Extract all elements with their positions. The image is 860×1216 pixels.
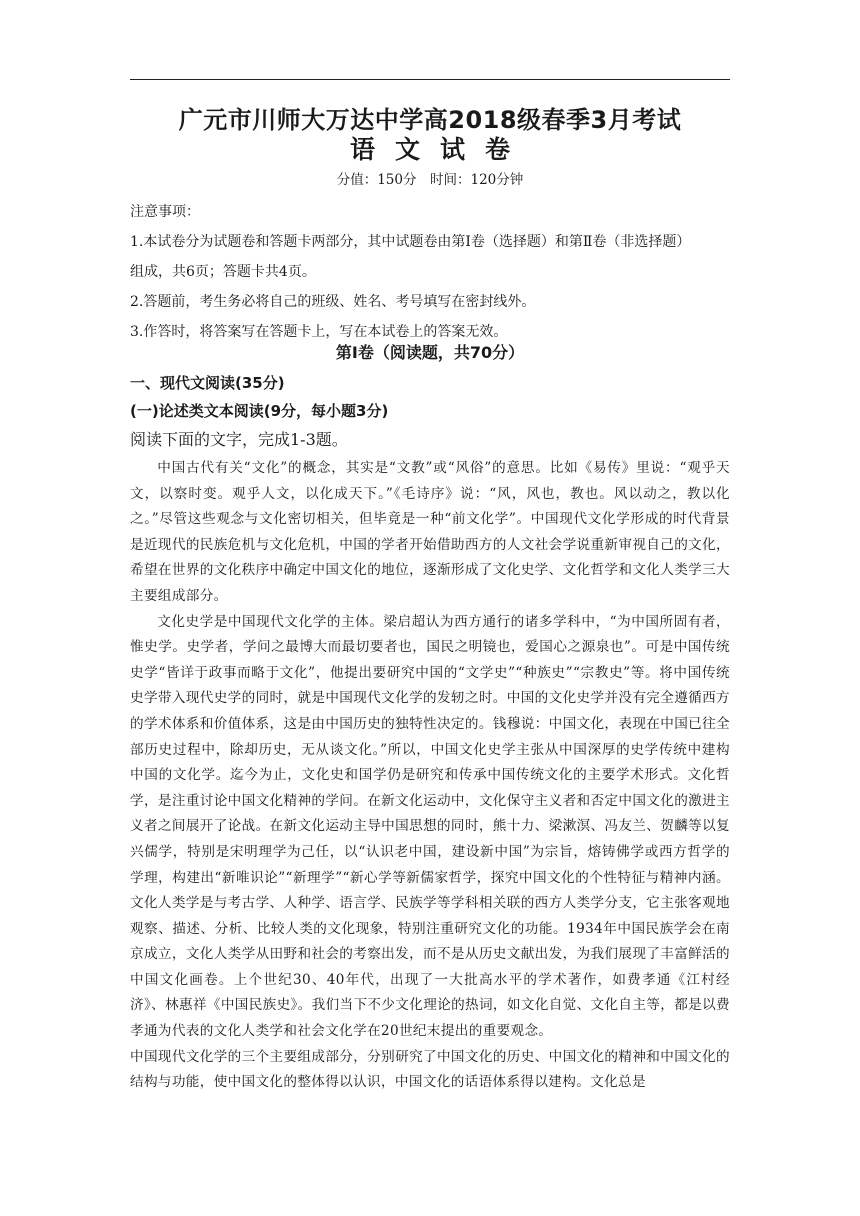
passage-paragraph: 中国古代有关“文化”的概念，其实是“文教”或“风俗”的意思。比如《易传》里说：“观乎天文，以察时变。观乎人文，以化成天下。”《毛诗序》说：“风，风也，教也。风以动之，教以化之。”尽管这些观念与文化密切相关，但毕竟是一种“前文化学”。中国现代文化学形成的时代背景是近现代的民族危机与文化危机，中国的学者开始借助西方的人文社会学说重新审视自己的文化，希望在世界的文化秩序中确定中国文化的地位，逐渐形成了文化史学、文化哲学和文化人类学三大主要组成部分。 bbox=[130, 460, 730, 604]
notes-block bbox=[130, 197, 730, 347]
passage-paragraph: 文化史学是中国现代文化学的主体。梁启超认为西方通行的诸多学科中，“为中国所固有者，惟史学。史学者，学问之最博大而最切要者也，国民之明镜也，爱国心之源泉也”。可是中国传统史学“皆详于政事而略于文化”，他提出要研究中国的“文学史”“种族史”“宗教史”等。将中国传统史学带入现代史学的同时，就是中国现代文化学的发轫之时。中国的文化史学并没有完全遵循西方的学术体系和价值体系，这是由中国历史的独特性决定的。钱穆说：中国文化，表现在中国已往全部历史过程中，除却历史，无从谈文化。”所以，中国文化史学主张从中国深厚的史学传统中建构中国的文化学。迄今为止，文化史和国学仍是研究和传承中国传统文化的主要学术形式。文化哲学，是注重讨论中国文化精神的学问。在新文化运动中，文化保守主义者和否定中国文化的激进主义者之间展开了论战。在新文化运动主导中国思想的同时，熊十力、梁漱溟、冯友兰、贺麟等以复兴儒学，特别是宋明理学为己任，以“认识老中国，建设新中国”为宗旨，熔铸佛学或西方哲学的学理，构建出“新唯识论”“新理学”“新心学等新儒家哲学，探究中国文化的个性特征与精神内涵。文化人类学是与考古学、人种学、语言学、民族学等学科相关联的西方人类学分支，它主张客观地观察、描述、分析、比较人类的文化现象，特别注重研究文化的功能。1934年中国民族学会在南京成立，文化人类学从田野和社会的考察出发，而不是从历史文献出发，为我们展现了丰富鲜活的中国文化画卷。上个世纪30、40年代，出现了一大批高水平的学术著作，如费孝通《江村经济》、林惠祥《中国民族史》。我们当下不少文化理论的热词，如文化自觉、文化自主等，都是以费孝通为代表的文化人类学和社会文化学在20世纪末提出的重要观念。 bbox=[130, 613, 730, 1040]
note-line: 3.作答时，将答案写在答题卡上，写在本试卷上的答案无效。 bbox=[130, 324, 508, 340]
volume-heading: 第Ⅰ卷（阅读题，共70分） bbox=[335, 343, 525, 362]
reading-passage bbox=[130, 456, 730, 1096]
header-rule bbox=[130, 79, 730, 80]
exam-title: 广元市川师大万达中学高2018级春季3月考试 bbox=[178, 106, 682, 134]
notes-heading: 注意事项： bbox=[130, 204, 200, 220]
score-time-info: 分值：150分 时间：120分钟 bbox=[336, 172, 524, 188]
reading-instruction: 阅读下面的文字，完成1-3题。 bbox=[130, 430, 348, 449]
note-line: 2.答题前，考生务必将自己的班级、姓名、考号填写在密封线外。 bbox=[130, 294, 536, 310]
part-heading: 一、现代文阅读(35分) bbox=[130, 374, 285, 392]
note-line: 1.本试卷分为试题卷和答题卡两部分，其中试题卷由第Ⅰ卷（选择题）和第Ⅱ卷（非选择题） bbox=[130, 234, 691, 250]
subpart-heading: (一)论述类文本阅读(9分，每小题3分) bbox=[130, 402, 389, 420]
note-line: 组成，共6页；答题卡共4页。 bbox=[130, 264, 316, 280]
exam-subject: 语文试卷 bbox=[349, 135, 530, 164]
passage-paragraph: 中国现代文化学的三个主要组成部分，分别研究了中国文化的历史、中国文化的精神和中国文化的结构与功能，使中国文化的整体得以认识，中国文化的话语体系得以建构。文化总是 bbox=[130, 1048, 730, 1091]
